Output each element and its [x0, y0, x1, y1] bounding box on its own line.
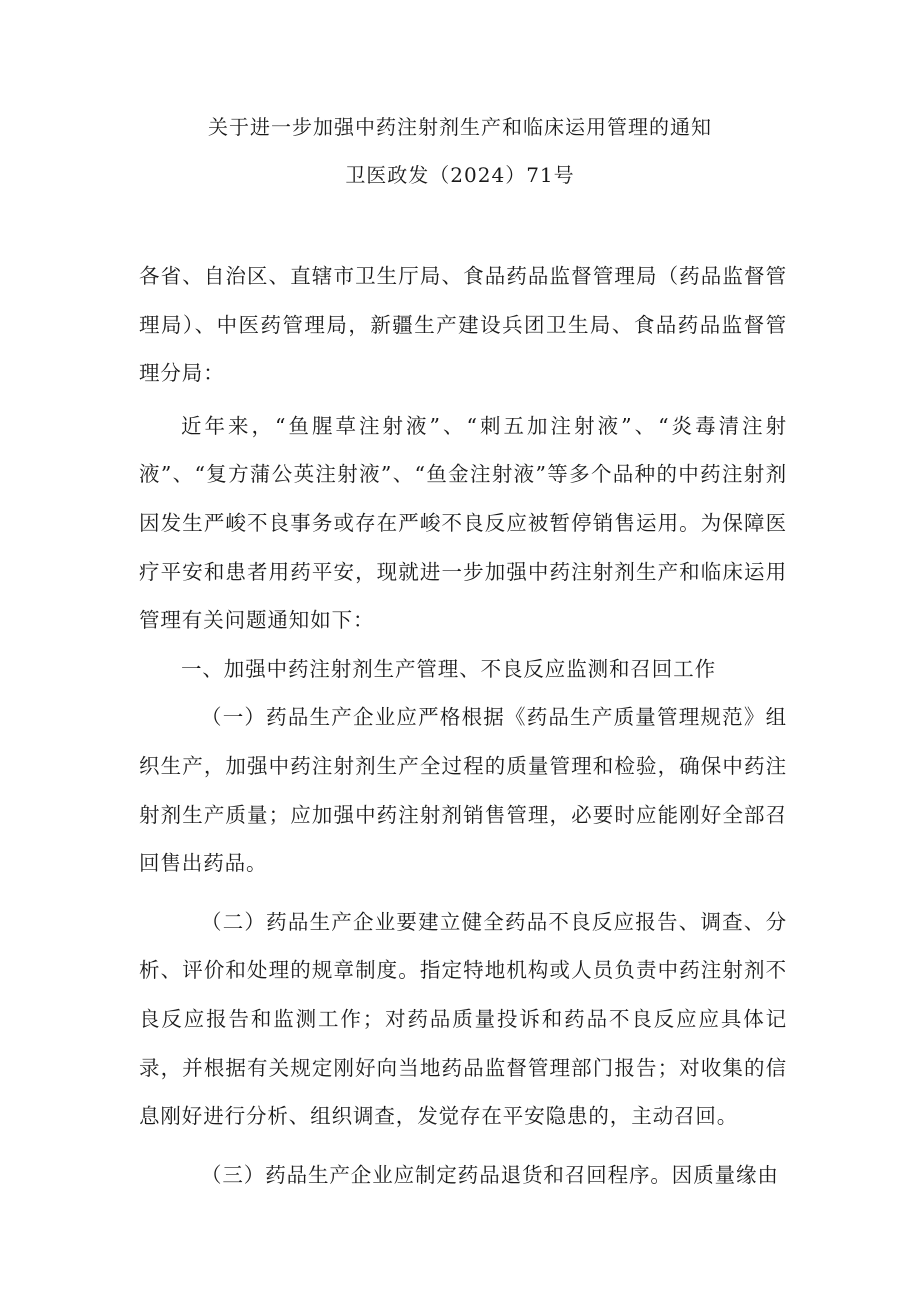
- document-body: [139, 252, 787, 1199]
- document-number: 卫医政发（2024）71号: [345, 163, 575, 187]
- item-paragraph-1: （一）药品生产企业应严格根据《药品生产质量管理规范》组织生产，加强中药注射剂生产全过程的质量管理和检验，确保中药注射剂生产质量；应加强中药注射剂销售管理，必要时应能刚好全部召回售出药品。: [139, 705, 787, 876]
- item-paragraph-2: （二）药品生产企业要建立健全药品不良反应报告、调查、分析、评价和处理的规章制度。指定特地机构或人员负责中药注射剂不良反应报告和监测工作；对药品质量投诉和药品不良反应应具体记录，并根据有关规定刚好向当地药品监督管理部门报告；对收集的信息刚好进行分析、组织调查，发觉存在平安隐患的，主动召回。: [139, 909, 787, 1129]
- document-title: 关于进一步加强中药注射剂生产和临床运用管理的通知: [208, 115, 712, 139]
- intro-paragraph: 近年来，“鱼腥草注射液”、“刺五加注射液”、“炎毒清注射液”、“复方蒲公英注射液”、“鱼金注射液”等多个品种的中药注射剂因发生严峻不良事务或存在严峻不良反应被暂停销售运用。为保障医疗平安和患者用药平安，现就进一步加强中药注射剂生产和临床运用管理有关问题通知如下：: [139, 413, 787, 633]
- section-heading: 一、加强中药注射剂生产管理、不良反应监测和召回工作: [181, 656, 716, 681]
- addressee-paragraph: 各省、自治区、直辖市卫生厅局、食品药品监督管理局（药品监督管理局）、中医药管理局，新疆生产建设兵团卫生局、食品药品监督管理分局：: [139, 264, 787, 386]
- item-paragraph-3: （三）药品生产企业应制定药品退货和召回程序。因质量缘由: [201, 1162, 779, 1187]
